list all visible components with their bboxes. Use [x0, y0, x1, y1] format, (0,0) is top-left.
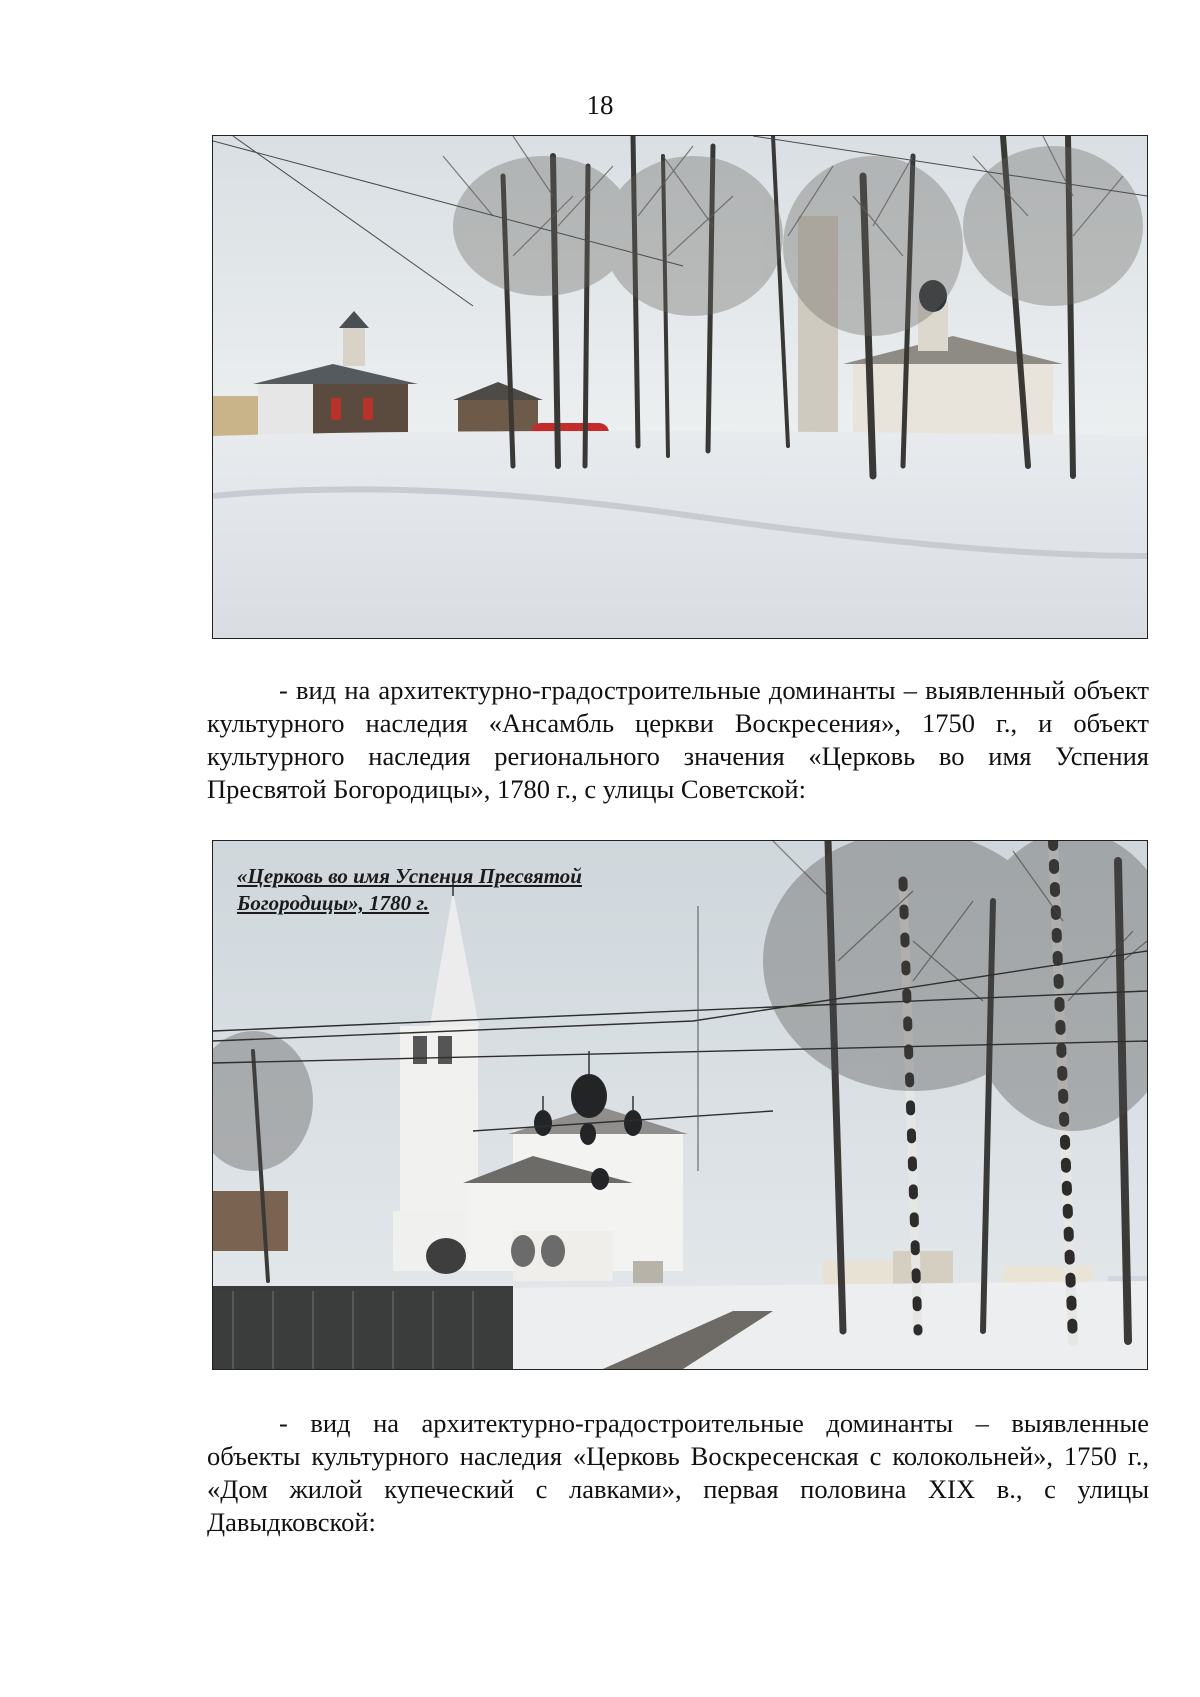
paragraph-davydkovskaya-view: - вид на архитектурно-градостроительные доминанты – выявленные объекты культурного наследия «Церковь Воскресенская с колокольней», 1750 г., «Дом жилой купеческий с лавками», первая половина XIX в., с улицы Давыдковской: [207, 1408, 1149, 1537]
paragraph-sovetskaya-view: - вид на архитектурно-градостроительные доминанты – выявленный объект культурного наследия «Ансамбль церкви Воскресения», 1750 г., и объект культурного наследия регионального значения «Церковь во имя Успения Пресвятой Богородицы», 1780 г., с улицы Советской: [207, 675, 1149, 804]
photo-winter-square-image [213, 136, 1147, 638]
photo-dormition-church [212, 840, 1148, 1370]
page-number: 18 [586, 90, 614, 120]
photo-caption: «Церковь во имя Успения Пресвятой Богородицы», 1780 г. [237, 864, 582, 915]
photo-dormition-church-image [213, 841, 1147, 1369]
photo-winter-square [212, 135, 1148, 639]
